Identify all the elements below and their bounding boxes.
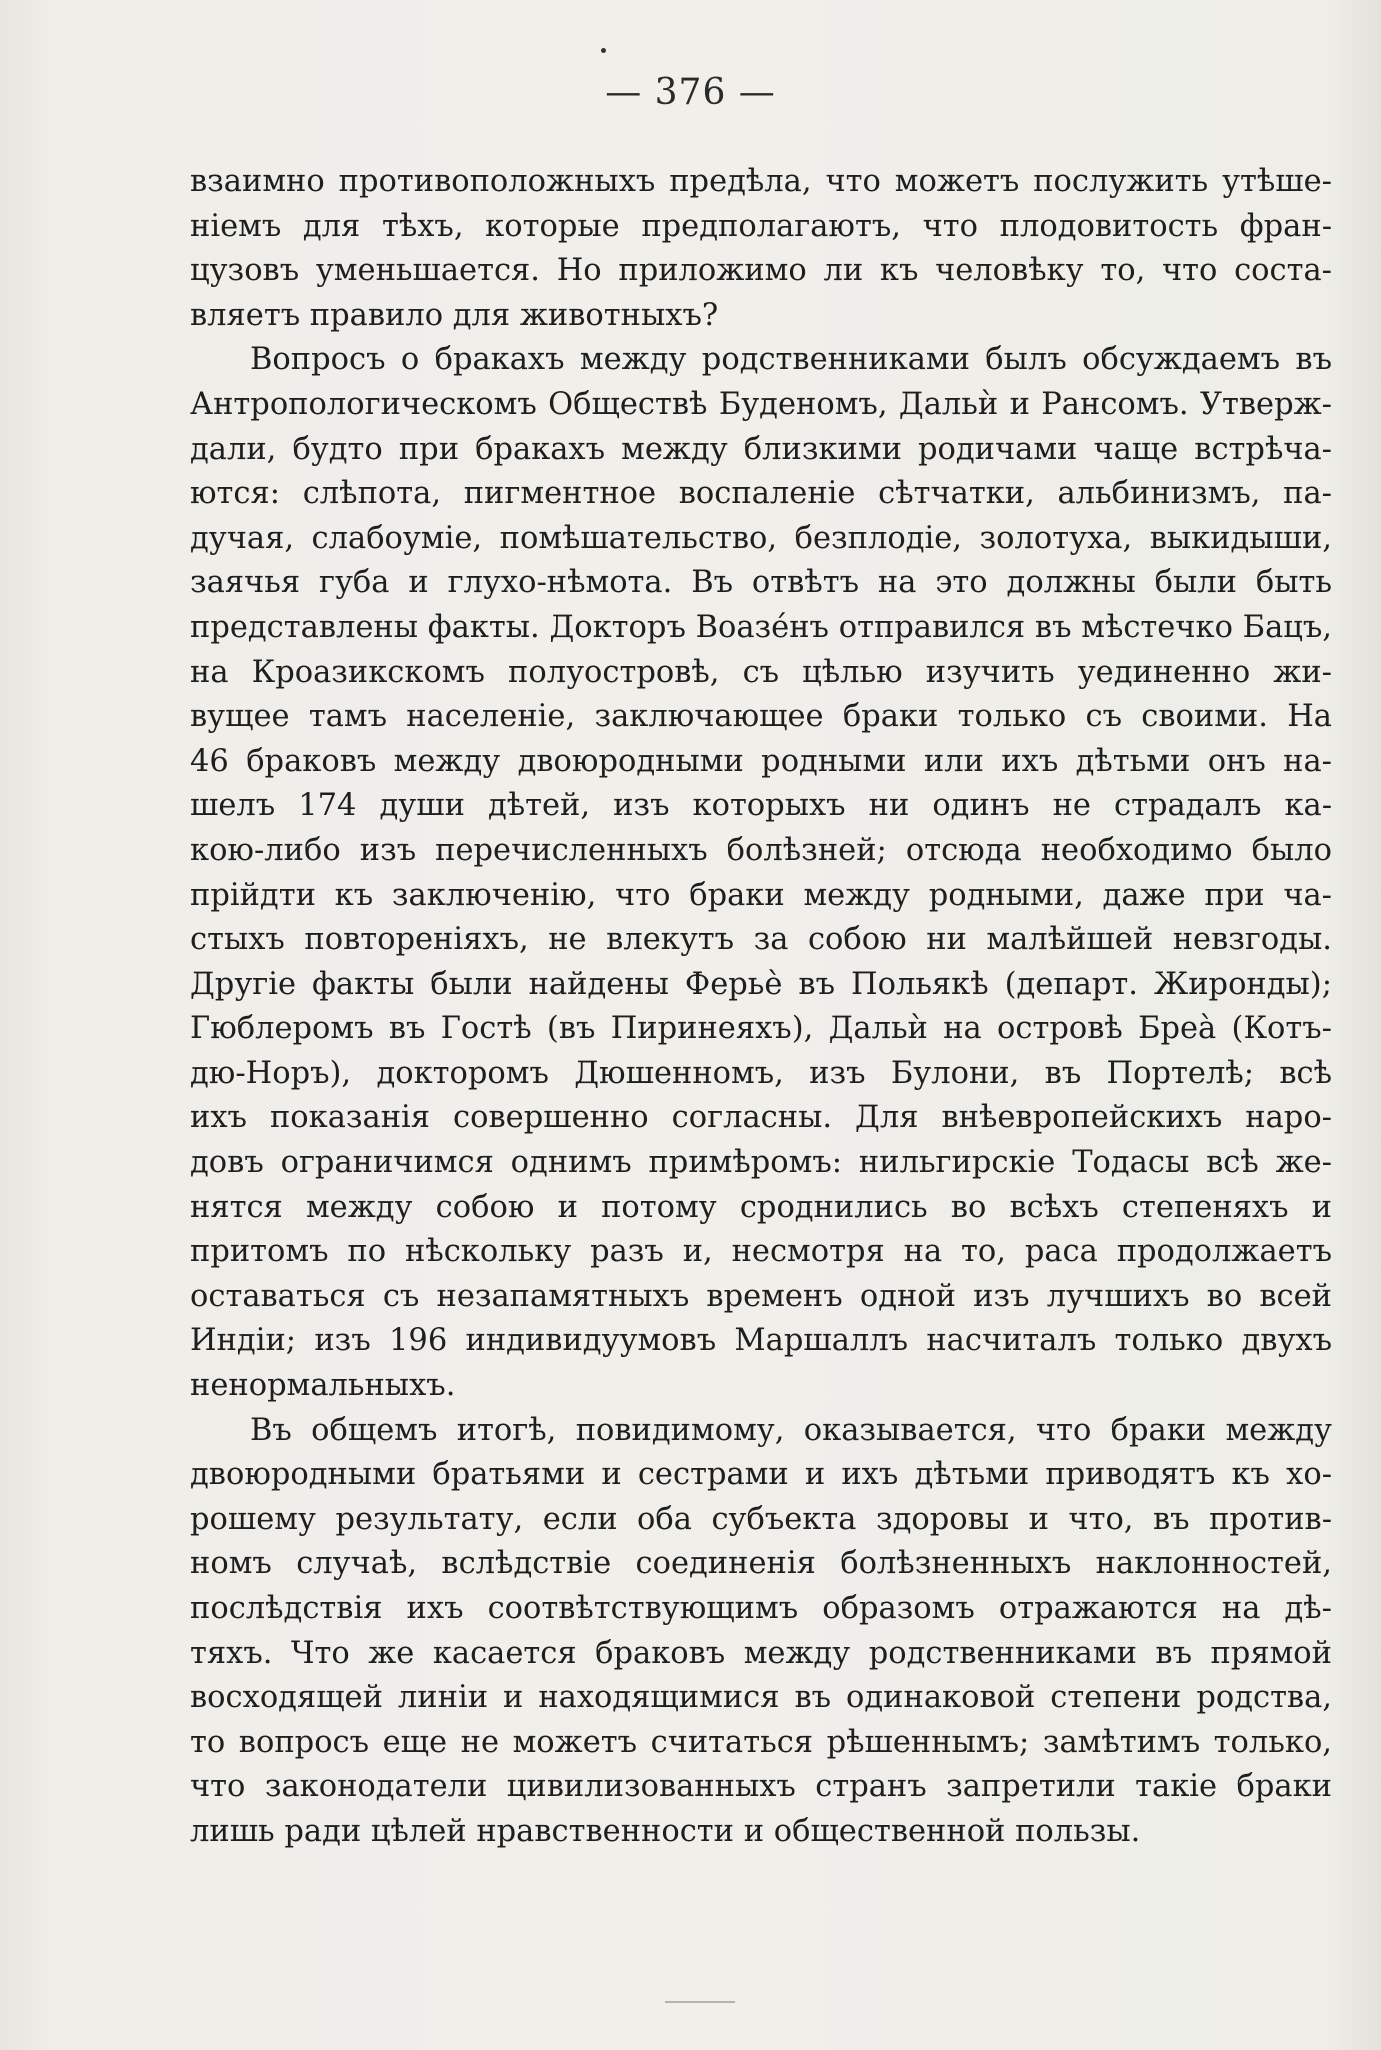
text-line: восходящей линіи и находящимися въ одинаковой степени родства, [190, 1680, 1332, 1716]
text-line: лишь ради цѣлей нравственности и общественной пользы. [190, 1813, 1141, 1849]
text-line: дю-Норъ), докторомъ Дюшенномъ, изъ Булони, въ Портелѣ; всѣ [190, 1055, 1332, 1091]
text-line: ніемъ для тѣхъ, которые предполагаютъ, что плодовитость фран- [190, 208, 1332, 244]
text-line: вущее тамъ населеніе, заключающее браки только съ своими. На [190, 699, 1332, 735]
text-line: Индіи; изъ 196 индивидуумовъ Маршаллъ насчиталъ только двухъ [190, 1323, 1332, 1359]
text-line: что законодатели цивилизованныхъ странъ запретили такіе браки [190, 1769, 1332, 1805]
text-line: то вопросъ еще не можетъ считаться рѣшеннымъ; замѣтимъ только, [190, 1724, 1332, 1760]
paragraph-2 [190, 338, 1332, 1408]
text-line: дали, будто при бракахъ между близкими родичами чаще встрѣча- [190, 431, 1332, 467]
text-line: заячья губа и глухо-нѣмота. Въ отвѣтъ на это должны были быть [190, 565, 1332, 601]
text-line: ихъ показанія совершенно согласны. Для внѣевропейскихъ наро- [190, 1100, 1332, 1136]
paragraph-3 [190, 1409, 1332, 1855]
page-number: — 376 — [605, 72, 776, 113]
text-line: Въ общемъ итогѣ, повидимому, оказывается, что браки между [250, 1412, 1332, 1448]
text-line: довъ ограничимся однимъ примѣромъ: нильгирскіе Тодасы всѣ же- [190, 1145, 1332, 1181]
text-line: ненормальныхъ. [190, 1368, 456, 1404]
text-line: стыхъ повтореніяхъ, не влекутъ за собою ни малѣйшей невзгоды. [190, 922, 1332, 958]
text-line: номъ случаѣ, вслѣдствіе соединенія болѣзненныхъ наклонностей, [190, 1546, 1332, 1582]
text-line: Гюблеромъ въ Гостѣ (въ Пиринеяхъ), Дальѝ на островѣ Бреа̀ (Котъ- [190, 1011, 1332, 1047]
text-line: представлены факты. Докторъ Воазе́нъ отправился въ мѣстечко Бацъ, [190, 609, 1332, 645]
text-line: тяхъ. Что же касается браковъ между родственниками въ прямой [190, 1635, 1332, 1671]
text-line: двоюродными братьями и сестрами и ихъ дѣтьми приводятъ къ хо- [190, 1457, 1332, 1493]
text-line: ются: слѣпота, пигментное воспаленіе сѣтчатки, альбинизмъ, па- [190, 476, 1332, 512]
paragraph-1 [190, 160, 1332, 338]
text-line: послѣдствія ихъ соотвѣтствующимъ образомъ отражаются на дѣ- [190, 1591, 1332, 1626]
text-line: взаимно противоположныхъ предѣла, что можетъ послужить утѣше- [190, 164, 1332, 199]
text-line: шелъ 174 души дѣтей, изъ которыхъ ни одинъ не страдалъ ка- [190, 788, 1332, 824]
text-line: Вопросъ о бракахъ между родственниками былъ обсуждаемъ въ [250, 342, 1332, 378]
page-body [190, 160, 1332, 1855]
text-line: на Кроазикскомъ полуостровѣ, съ цѣлью изучить уединенно жи- [190, 654, 1332, 690]
text-line: дучая, слабоуміе, помѣшательство, безплодіе, золотуха, выкидыши, [190, 520, 1332, 556]
text-line: притомъ по нѣскольку разъ и, несмотря на то, раса продолжаетъ [190, 1234, 1332, 1270]
print-speck [601, 48, 606, 53]
text-line: прійдти къ заключенію, что браки между родными, даже при ча- [190, 877, 1332, 913]
text-line: Антропологическомъ Обществѣ Буденомъ, Дальѝ и Рансомъ. Утверж- [190, 386, 1332, 422]
text-line: нятся между собою и потому сроднились во всѣхъ степеняхъ и [190, 1189, 1332, 1225]
text-line: кою-либо изъ перечисленныхъ болѣзней; отсюда необходимо было [190, 832, 1332, 868]
end-rule [665, 2001, 735, 2003]
text-line: рошему результату, если оба субъекта здоровы и что, въ против- [190, 1501, 1332, 1537]
text-line: вляетъ правило для животныхъ? [190, 297, 719, 333]
text-line: цузовъ уменьшается. Но приложимо ли къ человѣку то, что соста- [190, 253, 1332, 289]
text-line: Другіе факты были найдены Ферьѐ въ Польякѣ (департ. Жиронды); [190, 966, 1332, 1002]
text-line: оставаться съ незапамятныхъ временъ одной изъ лучшихъ во всей [190, 1278, 1332, 1314]
text-line: 46 браковъ между двоюродными родными или ихъ дѣтьми онъ на- [190, 743, 1332, 779]
